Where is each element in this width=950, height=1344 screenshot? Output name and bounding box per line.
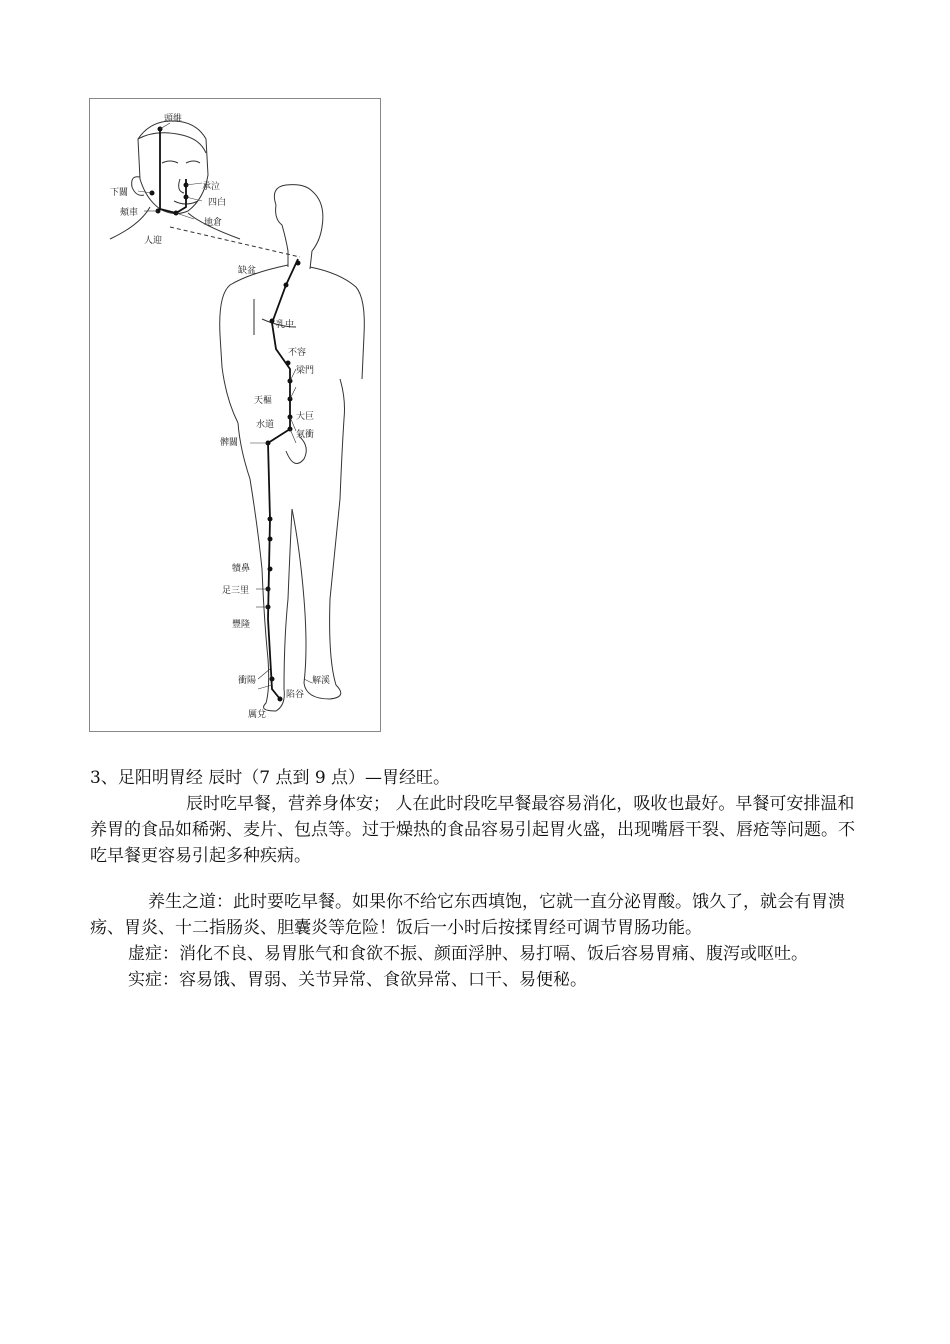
paragraph-excess: 实症：容易饿、胃弱、关节异常、食欲异常、口干、易便秘。 [128, 970, 587, 990]
label-xiaguan: 下關 [110, 188, 129, 198]
paragraph-group [90, 889, 860, 993]
stomach-meridian-diagram [90, 99, 382, 733]
label-fenglong: 豐隆 [232, 620, 251, 630]
label-toudui: 頭維 [164, 114, 183, 124]
label-zusanli: 足三里 [222, 586, 250, 596]
paragraph-text: 辰时吃早餐，营养身体安； 人在此时段吃早餐最容易消化，吸收也最好。早餐可安排温和养胃的食品如稀粥、麦片、包点等。过于燥热的食品容易引起胃火盛，出现嘴唇干裂、唇疮等问题。不吃早餐更容易引起多种疾病。 [90, 794, 855, 866]
label-xiangu: 陷谷 [286, 690, 305, 700]
label-tianshu: 天樞 [254, 396, 273, 406]
label-daju: 大巨 [296, 412, 315, 422]
paragraph-deficiency: 虚症：消化不良、易胃胀气和食欲不振、颜面浮肿、易打嗝、饭后容易胃痛、腹泻或呕吐。 [128, 944, 808, 964]
paragraph-health-advice: 养生之道：此时要吃早餐。如果你不给它东西填饱，它就一直分泌胃酸。饿久了，就会有胃溃疡、胃炎、十二指肠炎、胆囊炎等危险！饭后一小时后按揉胃经可调节胃肠功能。 [90, 892, 845, 938]
label-renying: 人迎 [144, 236, 163, 246]
label-jiexi: 解溪 [312, 676, 331, 686]
label-burong: 不容 [288, 348, 307, 358]
heading-text: 3、足阳明胃经 辰时（7 点到 9 点）—胃经旺。 [90, 768, 451, 788]
label-dubi: 犢鼻 [232, 564, 251, 574]
label-jiache: 頰車 [120, 208, 139, 218]
label-shuidao: 水道 [256, 420, 275, 430]
label-chongyang: 衝陽 [238, 676, 257, 686]
label-chengqi: 承泣 [202, 182, 221, 192]
label-qichong: 氣衝 [296, 430, 315, 440]
label-quepen: 缺盆 [238, 266, 257, 276]
label-liangmen: 梁門 [296, 366, 315, 376]
label-ruzhong: 乳中 [276, 320, 295, 330]
section-heading [90, 765, 860, 791]
label-sibai: 四白 [208, 198, 227, 208]
label-lidui: 厲兌 [248, 710, 267, 720]
paragraph-breakfast [90, 791, 860, 869]
label-dicang: 地倉 [204, 218, 223, 228]
label-biguan: 髀關 [220, 438, 239, 448]
meridian-figure [89, 98, 381, 732]
